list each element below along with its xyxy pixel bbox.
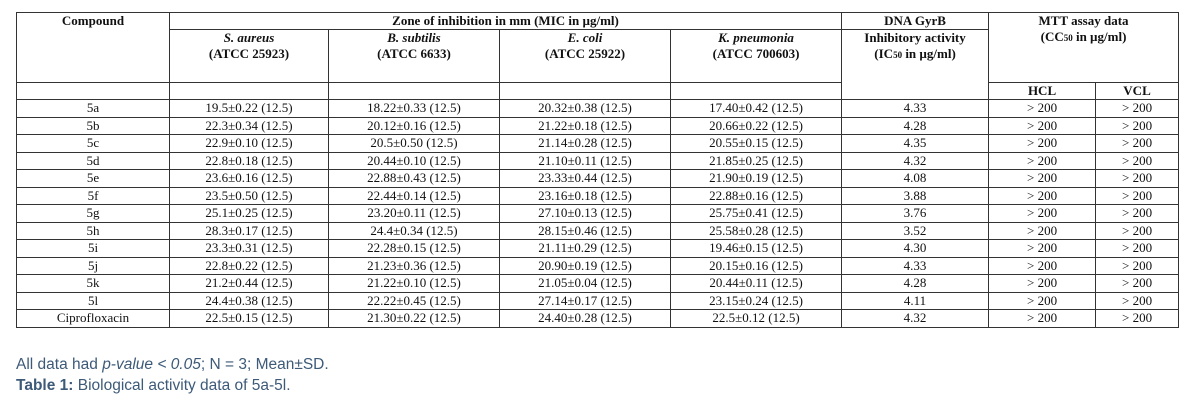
cell-compound: 5f	[17, 187, 170, 205]
cell-ec: 23.16±0.18 (12.5)	[500, 187, 671, 205]
header-spacer-compound	[17, 83, 170, 100]
cell-sa: 22.9±0.10 (12.5)	[170, 135, 329, 153]
cell-vcl: > 200	[1096, 222, 1179, 240]
cell-sa: 22.8±0.18 (12.5)	[170, 152, 329, 170]
cell-kp: 21.90±0.19 (12.5)	[671, 170, 842, 188]
cell-kp: 19.46±0.15 (12.5)	[671, 240, 842, 258]
cell-ec: 21.05±0.04 (12.5)	[500, 275, 671, 293]
cell-compound: 5e	[17, 170, 170, 188]
cell-gyrb: 4.28	[842, 275, 989, 293]
cell-vcl: > 200	[1096, 100, 1179, 118]
header-vcl: VCL	[1096, 83, 1179, 100]
cell-sa: 21.2±0.44 (12.5)	[170, 275, 329, 293]
cell-gyrb: 3.52	[842, 222, 989, 240]
cell-sa: 23.3±0.31 (12.5)	[170, 240, 329, 258]
cell-ec: 20.32±0.38 (12.5)	[500, 100, 671, 118]
cell-vcl: > 200	[1096, 205, 1179, 223]
cell-sa: 24.4±0.38 (12.5)	[170, 292, 329, 310]
cell-gyrb: 4.35	[842, 135, 989, 153]
cell-vcl: > 200	[1096, 275, 1179, 293]
cell-ec: 21.10±0.11 (12.5)	[500, 152, 671, 170]
cell-kp: 20.44±0.11 (12.5)	[671, 275, 842, 293]
cell-hcl: > 200	[989, 117, 1096, 135]
table-row	[17, 170, 1179, 188]
statistics-note: All data had p-value < 0.05; N = 3; Mean±SD.	[16, 356, 329, 373]
header-compound: Compound	[17, 13, 170, 83]
cell-hcl: > 200	[989, 100, 1096, 118]
cell-compound: 5d	[17, 152, 170, 170]
cell-bs: 22.44±0.14 (12.5)	[329, 187, 500, 205]
caption-text: Biological activity data of 5a-5l.	[73, 377, 291, 394]
cell-bs: 21.22±0.10 (12.5)	[329, 275, 500, 293]
cell-kp: 20.15±0.16 (12.5)	[671, 257, 842, 275]
header-organism-ec	[500, 30, 671, 83]
cell-gyrb: 4.30	[842, 240, 989, 258]
table-row	[17, 152, 1179, 170]
cell-kp: 17.40±0.42 (12.5)	[671, 100, 842, 118]
cell-kp: 21.85±0.25 (12.5)	[671, 152, 842, 170]
cell-hcl: > 200	[989, 292, 1096, 310]
table-row	[17, 117, 1179, 135]
cell-hcl: > 200	[989, 222, 1096, 240]
cell-sa: 28.3±0.17 (12.5)	[170, 222, 329, 240]
header-hcl: HCL	[989, 83, 1096, 100]
caption-label: Table 1:	[16, 377, 74, 394]
p-value-text: p-value < 0.05	[102, 356, 201, 373]
cell-bs: 18.22±0.33 (12.5)	[329, 100, 500, 118]
cell-hcl: > 200	[989, 275, 1096, 293]
cell-kp: 22.88±0.16 (12.5)	[671, 187, 842, 205]
table-row	[17, 292, 1179, 310]
cell-gyrb: 3.88	[842, 187, 989, 205]
cell-bs: 23.20±0.11 (12.5)	[329, 205, 500, 223]
cell-sa: 25.1±0.25 (12.5)	[170, 205, 329, 223]
table-caption	[16, 377, 291, 395]
cell-gyrb: 4.33	[842, 257, 989, 275]
cell-vcl: > 200	[1096, 135, 1179, 153]
cell-sa: 22.5±0.15 (12.5)	[170, 310, 329, 328]
header-mtt-unit: (CC50 in µg/ml)	[1040, 29, 1127, 44]
cell-ec: 21.14±0.28 (12.5)	[500, 135, 671, 153]
cell-bs: 22.22±0.45 (12.5)	[329, 292, 500, 310]
cell-compound: 5j	[17, 257, 170, 275]
cell-vcl: > 200	[1096, 257, 1179, 275]
organism-name: K. pneumonia	[718, 30, 794, 45]
cell-vcl: > 200	[1096, 240, 1179, 258]
cell-ec: 24.40±0.28 (12.5)	[500, 310, 671, 328]
cell-ec: 21.11±0.29 (12.5)	[500, 240, 671, 258]
organism-name: B. subtilis	[387, 30, 441, 45]
cell-ec: 20.90±0.19 (12.5)	[500, 257, 671, 275]
organism-name: E. coli	[567, 30, 603, 45]
table-container	[16, 12, 1178, 328]
cell-vcl: > 200	[1096, 170, 1179, 188]
table-row	[17, 275, 1179, 293]
cell-bs: 21.30±0.22 (12.5)	[329, 310, 500, 328]
cell-sa: 22.3±0.34 (12.5)	[170, 117, 329, 135]
table-body	[17, 100, 1179, 328]
cell-ec: 21.22±0.18 (12.5)	[500, 117, 671, 135]
cell-hcl: > 200	[989, 152, 1096, 170]
organism-strain: (ATCC 25923)	[208, 46, 290, 61]
cell-bs: 20.5±0.50 (12.5)	[329, 135, 500, 153]
cell-compound: 5h	[17, 222, 170, 240]
cell-kp: 25.58±0.28 (12.5)	[671, 222, 842, 240]
cell-bs: 20.44±0.10 (12.5)	[329, 152, 500, 170]
cell-sa: 23.6±0.16 (12.5)	[170, 170, 329, 188]
cell-vcl: > 200	[1096, 152, 1179, 170]
organism-strain: (ATCC 6633)	[377, 46, 451, 61]
cell-gyrb: 3.76	[842, 205, 989, 223]
cell-hcl: > 200	[989, 257, 1096, 275]
cell-kp: 22.5±0.12 (12.5)	[671, 310, 842, 328]
header-spacer	[170, 83, 329, 100]
cell-compound: 5b	[17, 117, 170, 135]
header-gyrb-activity	[842, 30, 989, 100]
cell-compound: 5a	[17, 100, 170, 118]
cell-hcl: > 200	[989, 240, 1096, 258]
cell-bs: 22.28±0.15 (12.5)	[329, 240, 500, 258]
organism-strain: (ATCC 700603)	[712, 46, 800, 61]
cell-gyrb: 4.32	[842, 310, 989, 328]
cell-compound: 5c	[17, 135, 170, 153]
header-gyrb-title: DNA GyrB	[842, 13, 989, 30]
organism-name: S. aureus	[223, 30, 275, 45]
cell-bs: 21.23±0.36 (12.5)	[329, 257, 500, 275]
cell-hcl: > 200	[989, 135, 1096, 153]
cell-hcl: > 200	[989, 310, 1096, 328]
organism-strain: (ATCC 25922)	[544, 46, 626, 61]
cell-vcl: > 200	[1096, 187, 1179, 205]
gyrb-line: Inhibitory activity	[864, 30, 966, 45]
cell-bs: 22.88±0.43 (12.5)	[329, 170, 500, 188]
header-mtt	[989, 13, 1179, 83]
table-row	[17, 100, 1179, 118]
header-mtt-title: MTT assay data	[1038, 13, 1129, 28]
cell-ec: 27.14±0.17 (12.5)	[500, 292, 671, 310]
cell-kp: 20.66±0.22 (12.5)	[671, 117, 842, 135]
cell-compound: Ciprofloxacin	[17, 310, 170, 328]
cell-gyrb: 4.11	[842, 292, 989, 310]
cell-kp: 25.75±0.41 (12.5)	[671, 205, 842, 223]
header-organism-kp	[671, 30, 842, 83]
table-row	[17, 135, 1179, 153]
table-row	[17, 240, 1179, 258]
cell-vcl: > 200	[1096, 117, 1179, 135]
header-organism-sa	[170, 30, 329, 83]
cell-gyrb: 4.08	[842, 170, 989, 188]
cell-kp: 20.55±0.15 (12.5)	[671, 135, 842, 153]
cell-sa: 22.8±0.22 (12.5)	[170, 257, 329, 275]
cell-ec: 27.10±0.13 (12.5)	[500, 205, 671, 223]
cell-sa: 19.5±0.22 (12.5)	[170, 100, 329, 118]
cell-sa: 23.5±0.50 (12.5)	[170, 187, 329, 205]
cell-compound: 5i	[17, 240, 170, 258]
table-row	[17, 222, 1179, 240]
cell-hcl: > 200	[989, 187, 1096, 205]
cell-hcl: > 200	[989, 170, 1096, 188]
cell-gyrb: 4.32	[842, 152, 989, 170]
cell-ec: 23.33±0.44 (12.5)	[500, 170, 671, 188]
table-row	[17, 205, 1179, 223]
cell-gyrb: 4.33	[842, 100, 989, 118]
header-spacer	[329, 83, 500, 100]
cell-kp: 23.15±0.24 (12.5)	[671, 292, 842, 310]
cell-gyrb: 4.28	[842, 117, 989, 135]
header-organism-bs	[329, 30, 500, 83]
header-spacer	[671, 83, 842, 100]
cell-vcl: > 200	[1096, 292, 1179, 310]
table-row	[17, 187, 1179, 205]
cell-compound: 5g	[17, 205, 170, 223]
cell-bs: 20.12±0.16 (12.5)	[329, 117, 500, 135]
header-spacer	[500, 83, 671, 100]
table-row	[17, 257, 1179, 275]
cell-compound: 5l	[17, 292, 170, 310]
gyrb-unit: (IC50 in µg/ml)	[874, 46, 956, 61]
cell-hcl: > 200	[989, 205, 1096, 223]
cell-compound: 5k	[17, 275, 170, 293]
table-row	[17, 310, 1179, 328]
cell-bs: 24.4±0.34 (12.5)	[329, 222, 500, 240]
header-zone-of-inhibition: Zone of inhibition in mm (MIC in µg/ml)	[170, 13, 842, 30]
biological-activity-table	[16, 12, 1179, 328]
cell-ec: 28.15±0.46 (12.5)	[500, 222, 671, 240]
cell-vcl: > 200	[1096, 310, 1179, 328]
